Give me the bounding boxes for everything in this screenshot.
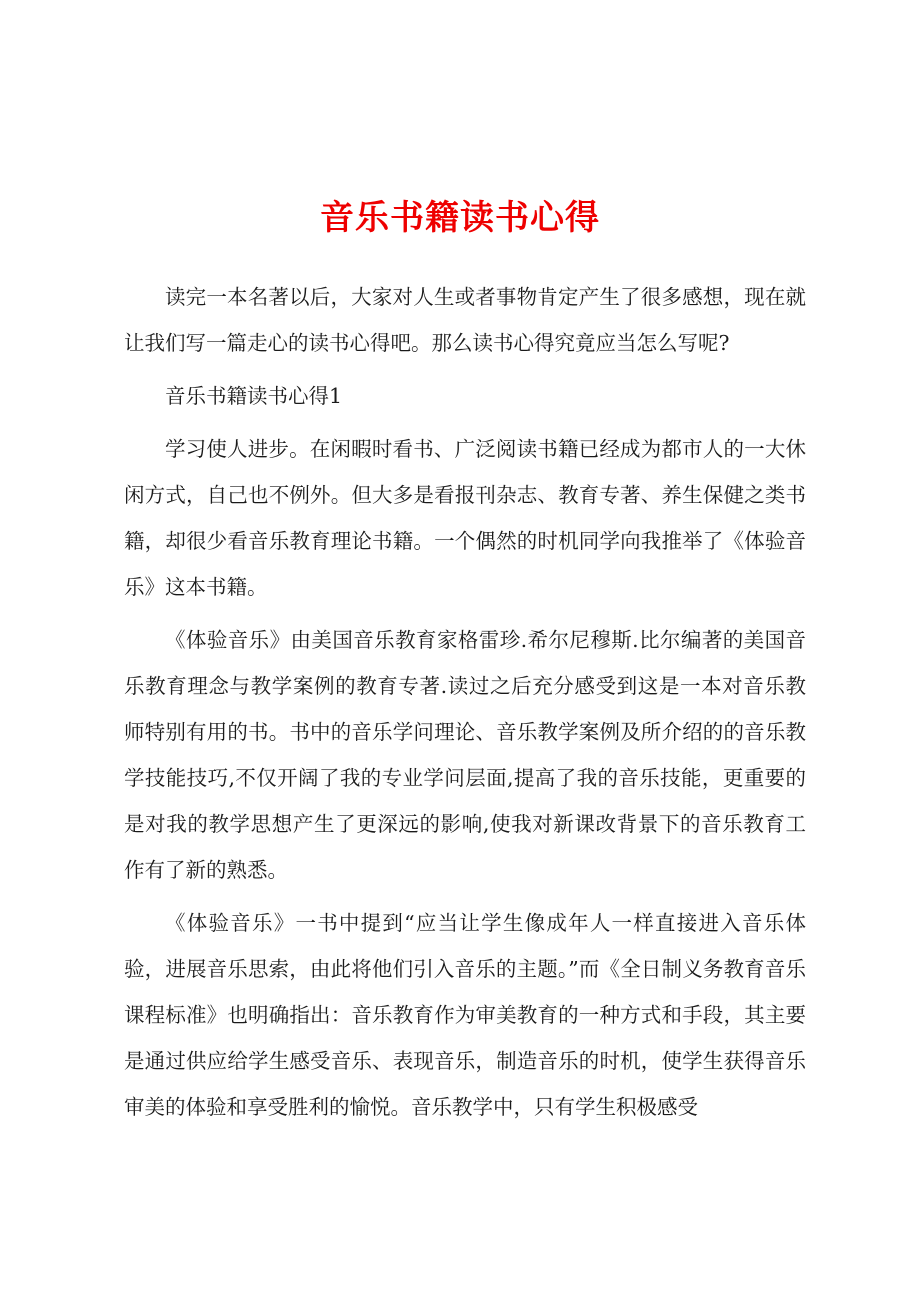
document-title: 音乐书籍读书心得 bbox=[320, 198, 600, 238]
document-body bbox=[124, 274, 806, 1137]
body-paragraph-3: 《体验音乐》一书中提到“应当让学生像成年人一样直接进入音乐体验，进展音乐思索，由此将他们引入音乐的主题。”而《全日制义务教育音乐课程标准》也明确指出：音乐教育作为审美教育的一种方式和手段，其主要是通过供应给学生感受音乐、表现音乐，制造音乐的时机，使学生获得音乐审美的体验和享受胜利的愉悦。音乐教学中，只有学生积极感受 bbox=[124, 911, 806, 1119]
body-paragraph-1: 学习使人进步。在闲暇时看书、广泛阅读书籍已经成为都市人的一大休闲方式，自己也不例外。但大多是看报刊杂志、教育专著、养生保健之类书籍，却很少看音乐教育理论书籍。一个偶然的时机同学向我推举了《体验音乐》这本书籍。 bbox=[124, 437, 806, 599]
section-heading: 音乐书籍读书心得1 bbox=[165, 384, 343, 408]
intro-paragraph: 读完一本名著以后，大家对人生或者事物肯定产生了很多感想，现在就让我们写一篇走心的读书心得吧。那么读书心得究竟应当怎么写呢? bbox=[124, 285, 806, 355]
body-paragraph-2: 《体验音乐》由美国音乐教育家格雷珍.希尔尼穆斯.比尔编著的美国音乐教育理念与教学案例的教育专著.读过之后充分感受到这是一本对音乐教师特别有用的书。书中的音乐学问理论、音乐教学案例及所介绍的的音乐教学技能技巧,不仅开阔了我的专业学问层面,提高了我的音乐技能，更重要的是对我的教学思想产生了更深远的影响,使我对新课改背景下的音乐教育工作有了新的熟悉。 bbox=[124, 628, 806, 882]
